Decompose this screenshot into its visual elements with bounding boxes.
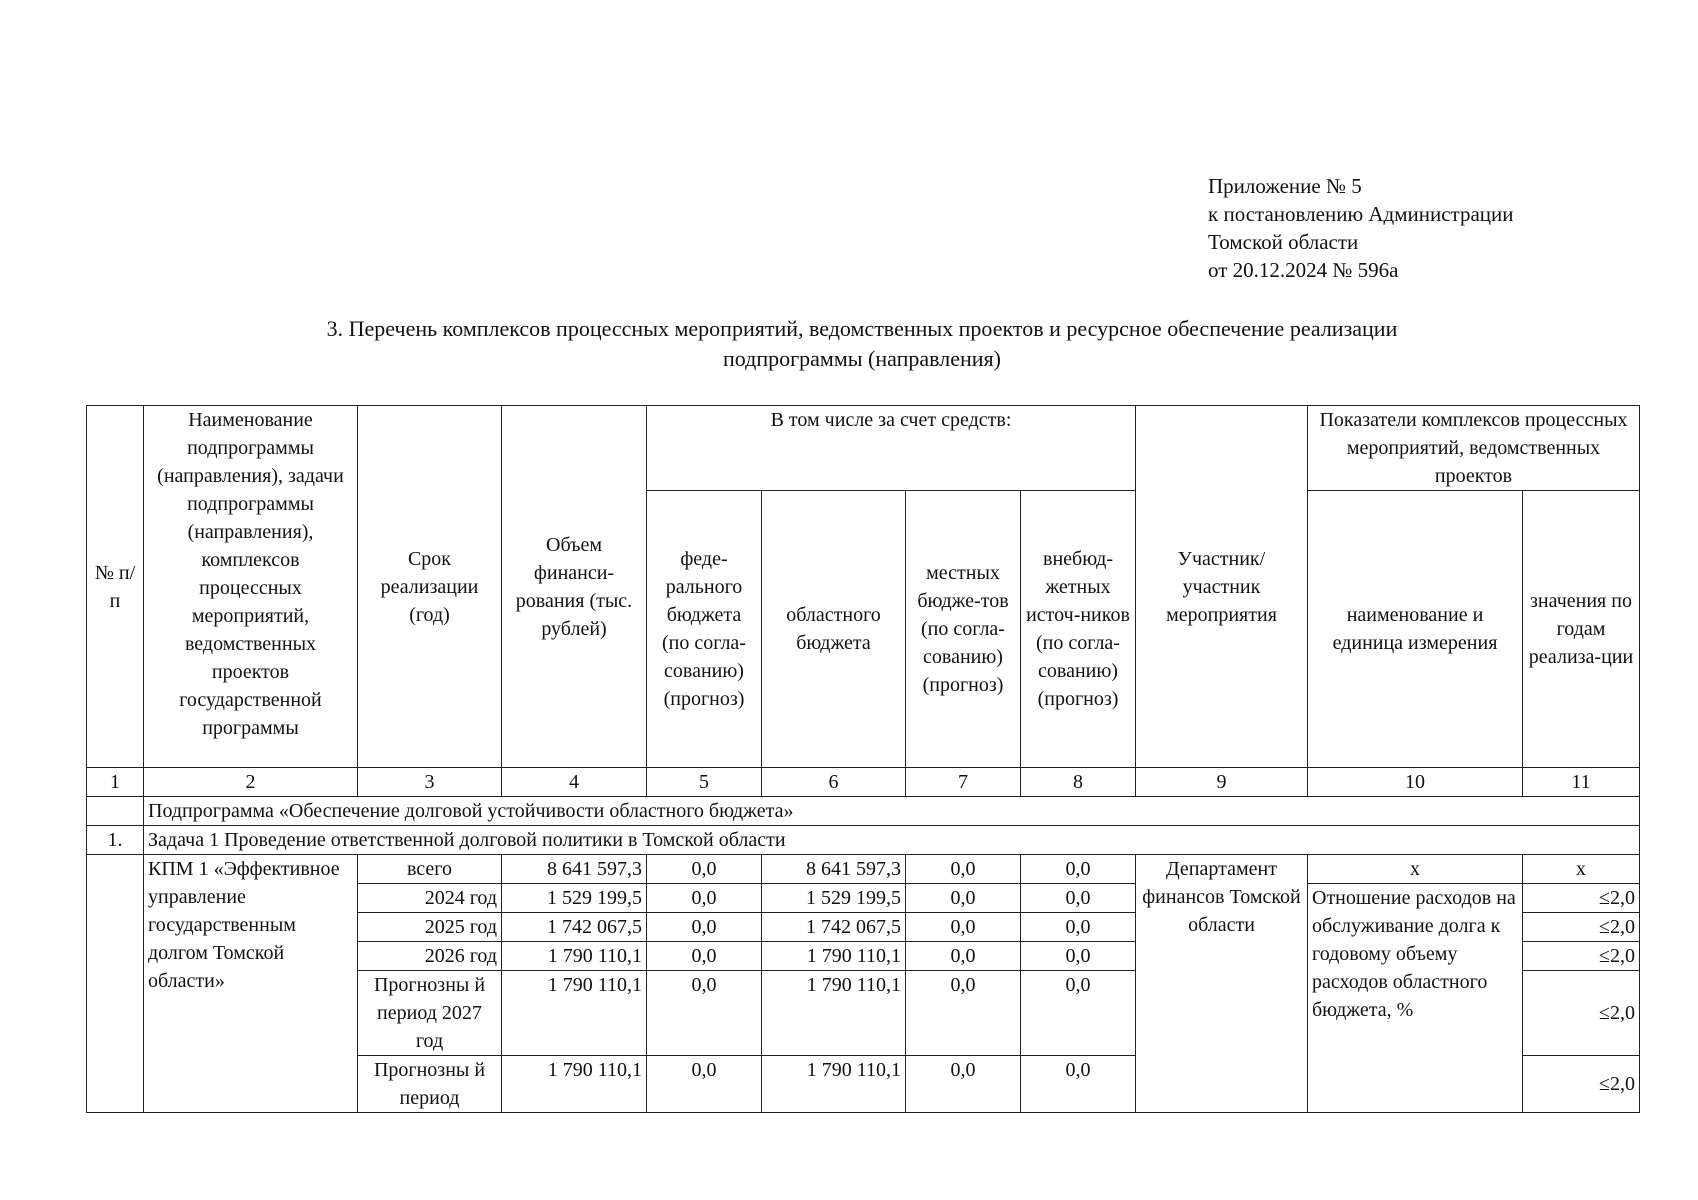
- header-row: [87, 406, 1640, 491]
- kpm-extrabudget: 0,0: [1021, 913, 1136, 942]
- header-federal: феде-рального бюджета (по согла-сованию) (прогноз): [647, 491, 762, 768]
- kpm-volume: 1 529 199,5: [502, 884, 647, 913]
- column-numbers-row: [87, 768, 1640, 797]
- kpm-federal: 0,0: [647, 1056, 762, 1113]
- kpm-indicator-value: ≤2,0: [1523, 884, 1640, 913]
- kpm-term: 2025 год: [358, 913, 502, 942]
- subprogram-title: Подпрограмма «Обеспечение долговой устойчивости областного бюджета»: [144, 797, 1640, 826]
- header-num: № п/п: [87, 406, 144, 768]
- kpm-indicator-value: ≤2,0: [1523, 942, 1640, 971]
- kpm-extrabudget: 0,0: [1021, 884, 1136, 913]
- kpm-extrabudget: 0,0: [1021, 942, 1136, 971]
- appendix-line: к постановлению Администрации: [1208, 202, 1514, 226]
- appendix-line: Приложение № 5: [1208, 174, 1362, 198]
- column-number: 9: [1136, 768, 1308, 797]
- kpm-federal: 0,0: [647, 855, 762, 884]
- kpm-extrabudget: 0,0: [1021, 971, 1136, 1056]
- kpm-volume: 1 790 110,1: [502, 1056, 647, 1113]
- kpm-local: 0,0: [906, 884, 1021, 913]
- document-title: [86, 314, 1638, 374]
- kpm-term: 2024 год: [358, 884, 502, 913]
- title-line: подпрограммы (направления): [723, 346, 1001, 371]
- kpm-local: 0,0: [906, 942, 1021, 971]
- header-indicator-name: наименование и единица измерения: [1308, 491, 1523, 768]
- kpm-regional: 1 790 110,1: [762, 942, 906, 971]
- header-indicators: Показатели комплексов процессных мероприятий, ведомственных проектов: [1308, 406, 1640, 491]
- header-indicator-values: значения по годам реализа-ции: [1523, 491, 1640, 768]
- kpm-local: 0,0: [906, 971, 1021, 1056]
- column-number: 1: [87, 768, 144, 797]
- kpm-term: Прогнозны й период: [358, 1056, 502, 1113]
- column-number: 6: [762, 768, 906, 797]
- header-including: В том числе за счет средств:: [647, 406, 1136, 491]
- column-number: 10: [1308, 768, 1523, 797]
- header-regional: областного бюджета: [762, 491, 906, 768]
- kpm-term: 2026 год: [358, 942, 502, 971]
- title-line: 3. Перечень комплексов процессных мероприятий, ведомственных проектов и ресурсное обеспечение реализации: [326, 316, 1398, 341]
- kpm-participant: Департамент финансов Томской области: [1136, 855, 1308, 1113]
- column-number: 3: [358, 768, 502, 797]
- kpm-volume: 1 742 067,5: [502, 913, 647, 942]
- kpm-volume: 1 790 110,1: [502, 971, 647, 1056]
- kpm-extrabudget: 0,0: [1021, 855, 1136, 884]
- kpm-indicator-value: х: [1523, 855, 1640, 884]
- kpm-regional: 1 790 110,1: [762, 971, 906, 1056]
- kpm-name: КПМ 1 «Эффективное управление государственным долгом Томской области»: [144, 855, 358, 1113]
- kpm-regional: 1 742 067,5: [762, 913, 906, 942]
- header-volume: Объем финанси-рования (тыс. рублей): [502, 406, 647, 768]
- subprogram-row: [87, 797, 1640, 826]
- kpm-indicator-value: ≤2,0: [1523, 971, 1640, 1056]
- kpm-volume: 8 641 597,3: [502, 855, 647, 884]
- kpm-indicator-name: Отношение расходов на обслуживание долга к годовому объему расходов областного бюджета, %: [1308, 884, 1523, 1113]
- header-extrabudget: внебюд-жетных источ-ников (по согла-сованию) (прогноз): [1021, 491, 1136, 768]
- column-number: 8: [1021, 768, 1136, 797]
- kpm-federal: 0,0: [647, 971, 762, 1056]
- kpm-volume: 1 790 110,1: [502, 942, 647, 971]
- column-number: 4: [502, 768, 647, 797]
- appendix-block: [1208, 172, 1514, 284]
- kpm-term: Прогнозны й период 2027 год: [358, 971, 502, 1056]
- empty-cell: [87, 855, 144, 1113]
- appendix-line: Томской области: [1208, 230, 1359, 254]
- kpm-extrabudget: 0,0: [1021, 1056, 1136, 1113]
- column-number: 7: [906, 768, 1021, 797]
- empty-cell: [87, 797, 144, 826]
- header-term: Срок реализации (год): [358, 406, 502, 768]
- column-number: 5: [647, 768, 762, 797]
- kpm-row: [87, 855, 1640, 884]
- header-participant: Участник/ участник мероприятия: [1136, 406, 1308, 768]
- kpm-term: всего: [358, 855, 502, 884]
- header-local: местных бюдже-тов (по согла-сованию) (прогноз): [906, 491, 1021, 768]
- column-number: 2: [144, 768, 358, 797]
- kpm-indicator-value: ≤2,0: [1523, 1056, 1640, 1113]
- kpm-local: 0,0: [906, 913, 1021, 942]
- kpm-regional: 1 529 199,5: [762, 884, 906, 913]
- kpm-federal: 0,0: [647, 942, 762, 971]
- kpm-federal: 0,0: [647, 884, 762, 913]
- column-number: 11: [1523, 768, 1640, 797]
- header-name: Наименование подпрограммы (направления), задачи подпрограммы (направления), комплексов процессных мероприятий, ведомственных проектов государственной программы: [144, 406, 358, 768]
- kpm-indicator-total: х: [1308, 855, 1523, 884]
- kpm-regional: 8 641 597,3: [762, 855, 906, 884]
- kpm-local: 0,0: [906, 1056, 1021, 1113]
- kpm-federal: 0,0: [647, 913, 762, 942]
- task-title: Задача 1 Проведение ответственной долговой политики в Томской области: [144, 826, 1640, 855]
- task-number: 1.: [87, 826, 144, 855]
- kpm-indicator-value: ≤2,0: [1523, 913, 1640, 942]
- kpm-regional: 1 790 110,1: [762, 1056, 906, 1113]
- appendix-line: от 20.12.2024 № 596а: [1208, 258, 1399, 282]
- kpm-local: 0,0: [906, 855, 1021, 884]
- task-row: [87, 826, 1640, 855]
- program-table: [86, 405, 1640, 1113]
